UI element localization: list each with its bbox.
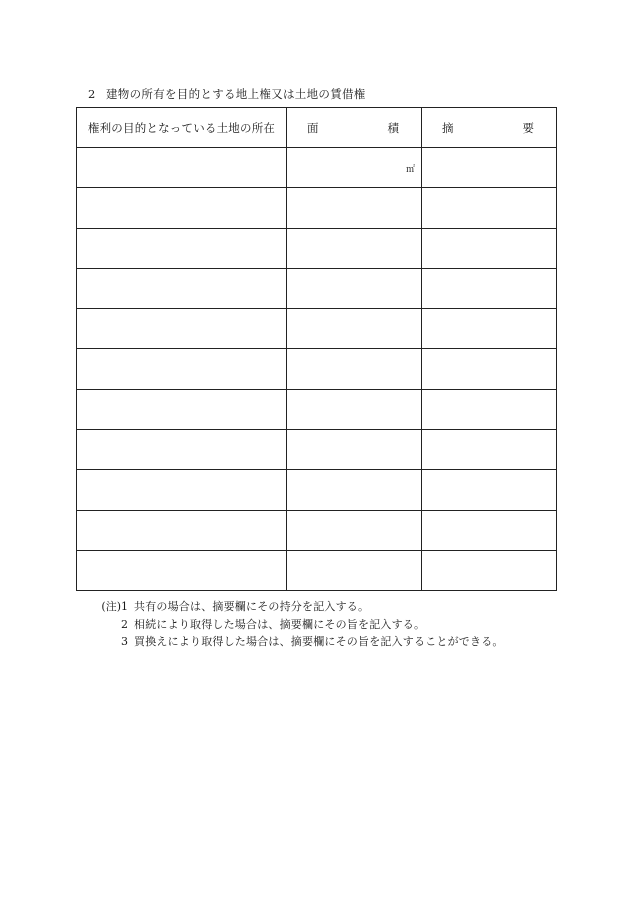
table-row [77, 309, 557, 349]
location-cell[interactable] [77, 228, 287, 268]
area-cell[interactable] [287, 268, 422, 308]
table-row [77, 470, 557, 510]
note-number: 3 [121, 635, 128, 649]
table-row [77, 228, 557, 268]
area-unit-label: ㎡ [405, 165, 415, 175]
note-number: 1 [121, 600, 128, 613]
remarks-cell[interactable] [422, 188, 557, 228]
area-cell[interactable] [287, 349, 422, 389]
area-cell[interactable] [287, 510, 422, 550]
notes [92, 598, 504, 651]
header-remarks-char-1: 摘 [442, 120, 454, 135]
area-cell[interactable] [287, 470, 422, 510]
notes-prefix: (注) [101, 600, 121, 613]
location-cell[interactable] [77, 470, 287, 510]
remarks-cell[interactable] [422, 430, 557, 470]
remarks-cell[interactable] [422, 309, 557, 349]
header-location: 権利の目的となっている土地の所在 [77, 108, 287, 148]
note-text: 共有の場合は、摘要欄にその持分を記入する。 [134, 600, 370, 613]
header-remarks-char-2: 要 [522, 120, 534, 135]
location-cell[interactable] [77, 148, 287, 188]
table-row [77, 389, 557, 429]
note-text: 買換えにより取得した場合は、摘要欄にその旨を記入することができる。 [134, 635, 504, 649]
header-area-char-1: 面 [307, 120, 319, 135]
section-number: 2 [88, 87, 96, 101]
table-row [77, 510, 557, 550]
remarks-cell[interactable] [422, 389, 557, 429]
remarks-cell[interactable] [422, 550, 557, 590]
area-cell[interactable] [287, 550, 422, 590]
note-text: 相続により取得した場合は、摘要欄にその旨を記入する。 [134, 617, 426, 631]
remarks-cell[interactable] [422, 228, 557, 268]
note-number: 2 [121, 617, 128, 631]
remarks-cell[interactable] [422, 510, 557, 550]
remarks-cell[interactable] [422, 268, 557, 308]
area-cell[interactable] [287, 430, 422, 470]
location-cell[interactable] [77, 309, 287, 349]
section-title: 建物の所有を目的とする地上権又は土地の賃借権 [106, 87, 366, 101]
header-remarks [422, 108, 557, 148]
area-cell[interactable] [287, 228, 422, 268]
table-row [77, 430, 557, 470]
header-area [287, 108, 422, 148]
location-cell[interactable] [77, 188, 287, 228]
location-cell[interactable] [77, 430, 287, 470]
remarks-cell[interactable] [422, 470, 557, 510]
table-row [77, 550, 557, 590]
table-row [77, 268, 557, 308]
remarks-cell[interactable] [422, 148, 557, 188]
location-cell[interactable] [77, 389, 287, 429]
location-cell[interactable] [77, 550, 287, 590]
area-cell[interactable] [287, 389, 422, 429]
location-cell[interactable] [77, 510, 287, 550]
note-item [92, 598, 504, 616]
note-item [92, 633, 504, 651]
location-cell[interactable] [77, 268, 287, 308]
area-cell[interactable] [287, 309, 422, 349]
table-header-row [77, 108, 557, 148]
table-row [77, 188, 557, 228]
table-row [77, 148, 557, 188]
note-item [92, 616, 504, 634]
table-row [77, 349, 557, 389]
section-heading [88, 86, 366, 102]
area-cell[interactable] [287, 148, 422, 188]
header-area-char-2: 積 [387, 120, 399, 135]
remarks-cell[interactable] [422, 349, 557, 389]
area-cell[interactable] [287, 188, 422, 228]
land-rights-table [76, 107, 557, 591]
location-cell[interactable] [77, 349, 287, 389]
